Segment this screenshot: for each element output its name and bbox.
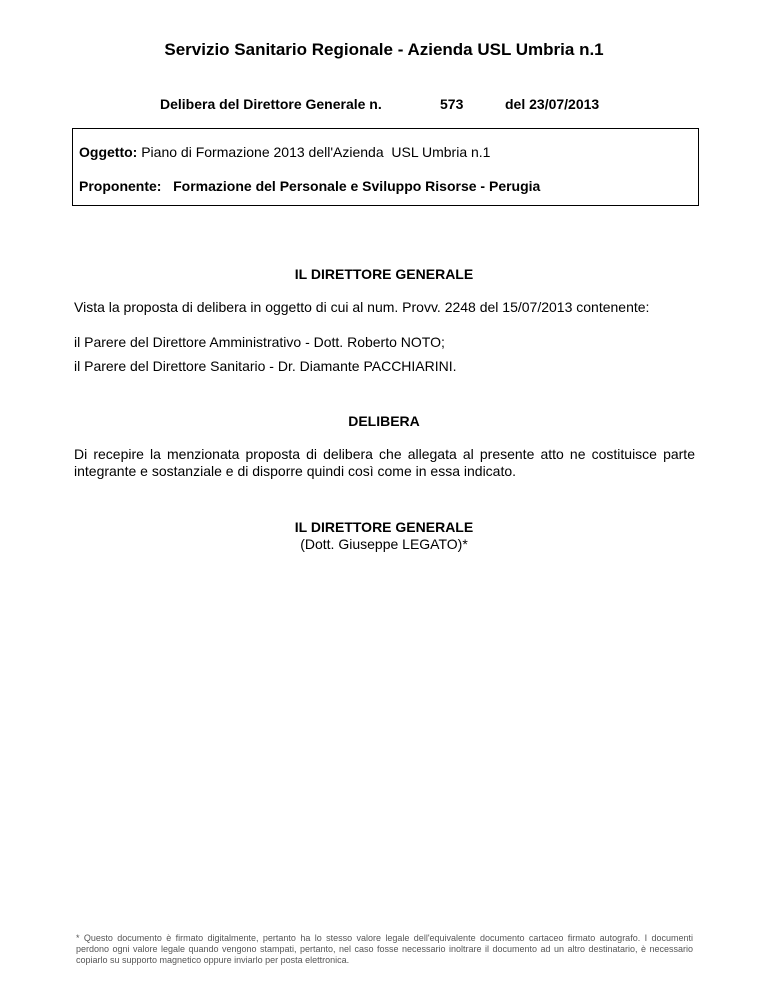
delibera-number: 573 <box>440 96 464 112</box>
oggetto-label: Oggetto: <box>79 144 138 160</box>
signature-block <box>0 519 768 553</box>
parere-amministrativo: il Parere del Direttore Amministrativo - Dott. Roberto NOTO; <box>74 334 445 350</box>
delibera-label: Delibera del Direttore Generale n. <box>160 96 382 112</box>
parere-sanitario: il Parere del Direttore Sanitario - Dr. Diamante PACCHIARINI. <box>74 358 457 374</box>
proponente-text: Formazione del Personale e Sviluppo Risorse - Perugia <box>161 178 541 194</box>
signature-name: (Dott. Giuseppe LEGATO)* <box>300 536 468 552</box>
delibera-date: del 23/07/2013 <box>505 96 600 112</box>
section-heading-direttore: IL DIRETTORE GENERALE <box>294 266 474 282</box>
vista-paragraph: Vista la proposta di delibera in oggetto di cui al num. Provv. 2248 del 15/07/2013 contenente: <box>74 299 650 315</box>
signature-title: IL DIRETTORE GENERALE <box>294 519 474 535</box>
oggetto-row <box>79 144 490 160</box>
digital-signature-footnote: * Questo documento è firmato digitalmente, pertanto ha lo stesso valore legale dell'equivalente documento cartaceo firmato autografo. I documenti perdono ogni valore legale quando vengono stampati, pertanto, nel caso fosse necessario inoltrare il documento ad un altro destinatario, è necessario copiarlo su supporto magnetico oppure inviarlo per posta elettronica. <box>76 933 693 965</box>
page-title: Servizio Sanitario Regionale - Azienda USL Umbria n.1 <box>164 40 604 59</box>
delibera-paragraph: Di recepire la menzionata proposta di delibera che allegata al presente atto ne costituisce parte integrante e sostanziale e di disporre quindi così come in essa indicato. <box>74 446 695 479</box>
oggetto-text: Piano di Formazione 2013 dell'Azienda USL Umbria n.1 <box>137 144 491 160</box>
section-heading-delibera: DELIBERA <box>348 413 420 429</box>
proponente-label: Proponente: <box>79 178 162 194</box>
subject-box <box>72 128 699 206</box>
proponente-row <box>79 178 540 194</box>
